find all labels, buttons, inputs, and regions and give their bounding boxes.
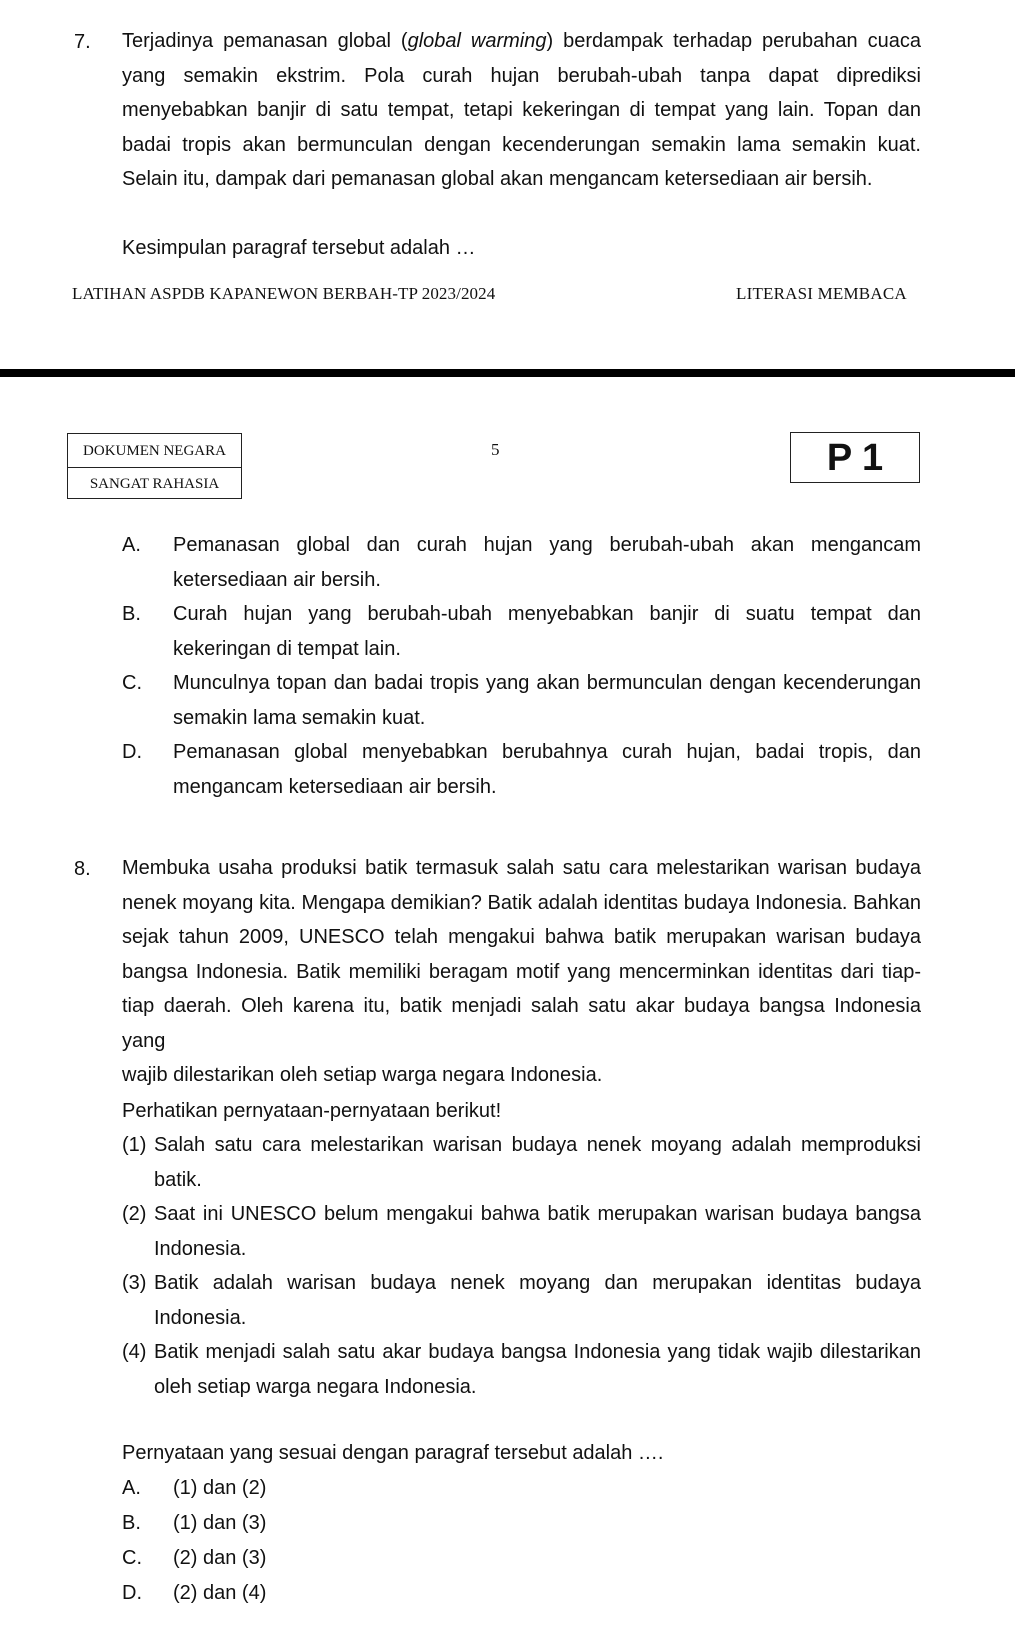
option-line: kekeringan di tempat lain. — [173, 637, 401, 660]
statement-4 — [122, 1335, 921, 1404]
statement-3 — [122, 1266, 921, 1335]
q7-option-d[interactable] — [122, 735, 921, 804]
paragraph-line: yang semakin ekstrim. Pola curah hujan berubah-ubah tanpa dapat diprediksi — [122, 64, 921, 87]
q7-option-c[interactable] — [122, 666, 921, 735]
packet-code-box: P 1 — [790, 432, 920, 483]
option-letter: B. — [122, 1512, 141, 1534]
question-7-prompt: Kesimpulan paragraf tersebut adalah … — [122, 237, 476, 259]
option-letter: D. — [122, 1582, 142, 1604]
option-line: mengancam ketersediaan air bersih. — [173, 775, 497, 798]
statement-line: Batik adalah warisan budaya nenek moyang dan merupakan identitas budaya — [154, 1272, 921, 1294]
paragraph-line: sejak tahun 2009, UNESCO telah mengakui bahwa batik merupakan warisan budaya — [122, 926, 921, 948]
q8-option-c[interactable] — [122, 1541, 522, 1576]
page-number: 5 — [491, 440, 500, 459]
q7-option-b[interactable] — [122, 597, 921, 666]
option-letter: C. — [122, 672, 142, 694]
question-8-paragraph — [122, 851, 921, 1093]
paragraph-line: menyebabkan banjir di satu tempat, tetapi kekeringan di tempat yang lain. Topan dan — [122, 99, 921, 121]
paragraph-line: bangsa Indonesia. Batik memiliki beragam motif yang mencerminkan identitas dari tiap- — [122, 960, 921, 983]
classification-box — [67, 433, 242, 499]
classification-line-1: DOKUMEN NEGARA — [68, 434, 241, 468]
statement-line: batik. — [154, 1168, 202, 1191]
option-line: Munculnya topan dan badai tropis yang akan bermunculan dengan kecenderungan — [173, 672, 921, 694]
statement-number: (3) — [122, 1272, 147, 1294]
option-letter: D. — [122, 741, 142, 763]
option-text: (2) dan (4) — [173, 1582, 267, 1604]
question-7-number: 7. — [74, 31, 91, 53]
q7-option-a[interactable] — [122, 528, 921, 597]
statement-number: (2) — [122, 1203, 147, 1225]
paragraph-line: Membuka usaha produksi batik termasuk salah satu cara melestarikan warisan budaya — [122, 857, 921, 879]
paragraph-line: Selain itu, dampak dari pemanasan global akan mengancam ketersediaan air bersih. — [122, 168, 873, 190]
question-8-instruction: Perhatikan pernyataan-pernyataan berikut! — [122, 1100, 502, 1122]
footer-exam-title: LATIHAN ASPDB KAPANEWON BERBAH-TP 2023/2024 — [72, 284, 496, 303]
statement-2 — [122, 1197, 921, 1266]
option-line: Pemanasan global dan curah hujan yang berubah-ubah akan mengancam — [173, 534, 921, 556]
footer-subject: LITERASI MEMBACA — [736, 284, 907, 303]
q8-option-d[interactable] — [122, 1576, 522, 1611]
option-letter: A. — [122, 1477, 141, 1499]
q8-option-a[interactable] — [122, 1471, 522, 1506]
statement-line: Indonesia. — [154, 1237, 247, 1260]
question-7-paragraph — [122, 24, 921, 197]
option-line: Pemanasan global menyebabkan berubahnya curah hujan, badai tropis, dan — [173, 741, 921, 763]
paragraph-line: tiap daerah. Oleh karena itu, batik menjadi salah satu akar budaya bangsa Indonesia yang — [122, 995, 921, 1052]
statement-line: Salah satu cara melestarikan warisan budaya nenek moyang adalah memproduksi — [154, 1134, 921, 1156]
paragraph-line: badai tropis akan bermunculan dengan kecenderungan semakin lama semakin kuat. — [122, 133, 921, 156]
question-8-prompt: Pernyataan yang sesuai dengan paragraf tersebut adalah …. — [122, 1442, 664, 1464]
paragraph-line: wajib dilestarikan oleh setiap warga negara Indonesia. — [122, 1064, 603, 1086]
statement-line: Saat ini UNESCO belum mengakui bahwa batik merupakan warisan budaya bangsa — [154, 1203, 921, 1225]
option-letter: B. — [122, 603, 141, 625]
classification-line-2: SANGAT RAHASIA — [89, 476, 220, 492]
option-line: semakin lama semakin kuat. — [173, 706, 426, 729]
option-letter: A. — [122, 534, 141, 556]
paragraph-line: Terjadinya pemanasan global (global warming) berdampak terhadap perubahan cuaca — [122, 30, 921, 52]
option-line: Curah hujan yang berubah-ubah menyebabkan banjir di suatu tempat dan — [173, 603, 921, 625]
question-8-number: 8. — [74, 858, 91, 880]
option-letter: C. — [122, 1547, 142, 1569]
statement-1 — [122, 1128, 921, 1197]
statement-line: Batik menjadi salah satu akar budaya bangsa Indonesia yang tidak wajib dilestarikan — [154, 1341, 921, 1363]
statement-line: Indonesia. — [154, 1306, 247, 1329]
paragraph-line: nenek moyang kita. Mengapa demikian? Batik adalah identitas budaya Indonesia. Bahkan — [122, 891, 921, 914]
option-line: ketersediaan air bersih. — [173, 568, 381, 591]
option-text: (1) dan (3) — [173, 1512, 267, 1534]
statement-number: (4) — [122, 1341, 147, 1363]
option-text: (1) dan (2) — [173, 1477, 267, 1499]
option-text: (2) dan (3) — [173, 1547, 267, 1569]
page-divider — [0, 369, 1015, 377]
q8-option-b[interactable] — [122, 1506, 522, 1541]
statement-line: oleh setiap warga negara Indonesia. — [154, 1375, 477, 1398]
statement-number: (1) — [122, 1134, 147, 1156]
